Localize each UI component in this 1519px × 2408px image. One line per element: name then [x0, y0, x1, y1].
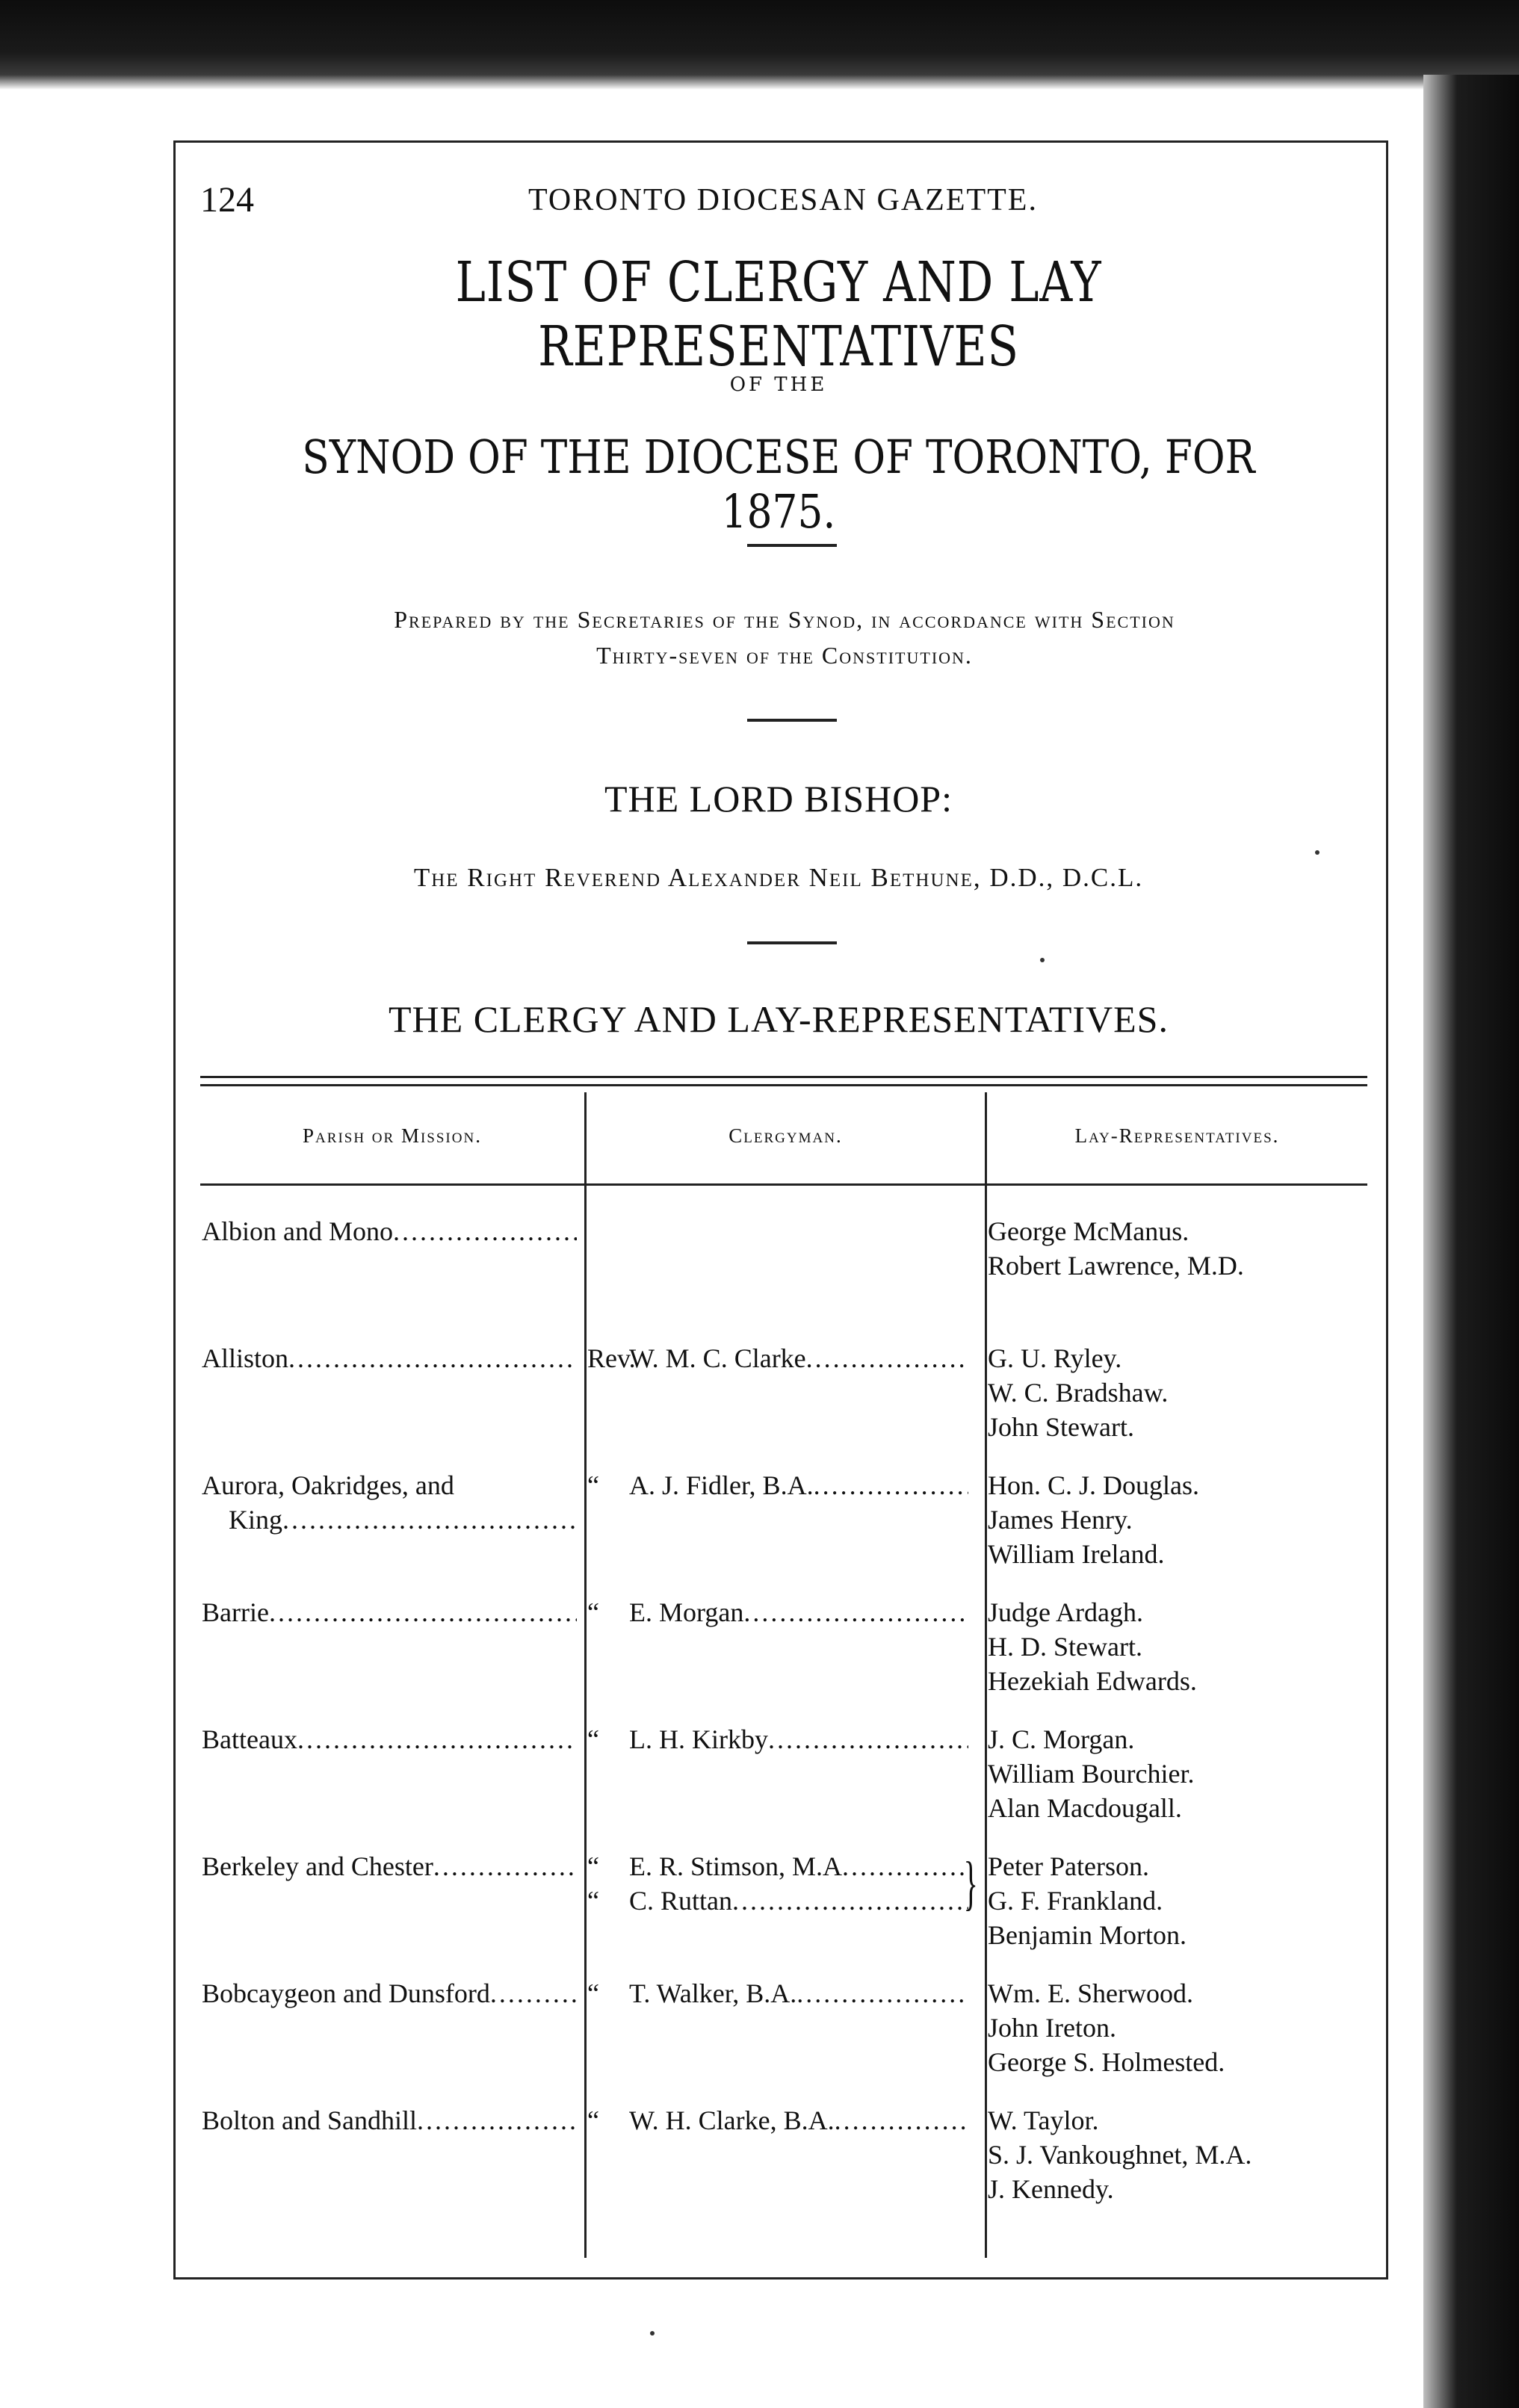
- bishop-heading: THE LORD BISHOP:: [604, 778, 953, 820]
- lay-representative: Judge Ardagh.: [988, 1597, 1143, 1627]
- scan-speck: [650, 2331, 655, 2336]
- clergy-name: E. Morgan: [629, 1597, 744, 1627]
- dot-leader: [806, 1341, 968, 1375]
- parish-line: [202, 1468, 577, 1502]
- clergy-prefix: “: [587, 2105, 599, 2135]
- lay-cell: [988, 1214, 1376, 1283]
- lay-cell: [988, 1976, 1376, 2079]
- dot-leader: [835, 2103, 968, 2138]
- parish-name: King: [229, 1505, 282, 1535]
- lay-cell: [988, 1722, 1376, 1825]
- page-number: 124: [200, 180, 254, 220]
- parish-line: [202, 1849, 577, 1884]
- parish-cell: [202, 1849, 577, 1884]
- clergy-prefix: “: [587, 1851, 599, 1881]
- lay-representative: John Ireton.: [988, 2013, 1116, 2043]
- dot-leader: [743, 1595, 968, 1629]
- lay-representative: H. D. Stewart.: [988, 1632, 1142, 1662]
- prepared-note-line: Thirty-seven of the Constitution.: [596, 642, 973, 669]
- dot-leader: [490, 1976, 577, 2011]
- bishop-name: The Right Reverend Alexander Neil Bethune, D.D., D.C.L.: [413, 863, 1144, 892]
- parish-cell: [202, 1722, 577, 1757]
- lay-representative: G. F. Frankland.: [988, 1886, 1163, 1916]
- lay-representative: Wm. E. Sherwood.: [988, 1978, 1193, 2008]
- table-top-rule: [200, 1076, 1367, 1086]
- page-bottom-rule: [173, 2277, 1388, 2279]
- clergy-cell: [587, 1595, 968, 1629]
- clergy-line: [587, 1595, 968, 1629]
- clergy-section-heading: THE CLERGY AND LAY-REPRESENTATIVES.: [389, 998, 1169, 1040]
- scan-top-edge: [0, 0, 1519, 90]
- parish-name: Bobcaygeon and Dunsford: [202, 1978, 490, 2008]
- clergy-cell: [587, 1722, 968, 1757]
- parish-line: [202, 1976, 577, 2011]
- column-divider: [985, 1092, 987, 2258]
- brace-glyph: }: [963, 1851, 978, 1916]
- clergy-line: [587, 1468, 968, 1502]
- dot-leader: [417, 2103, 577, 2138]
- prepared-note: [202, 601, 1367, 673]
- parish-line: [202, 1341, 577, 1375]
- lay-representative: Hezekiah Edwards.: [988, 1666, 1197, 1696]
- dot-leader: [282, 1502, 577, 1537]
- lay-representative: John Stewart.: [988, 1412, 1134, 1442]
- lay-representative: W. C. Bradshaw.: [988, 1378, 1169, 1408]
- parish-cell: [202, 1341, 577, 1375]
- lay-representative: Robert Lawrence, M.D.: [988, 1251, 1244, 1281]
- lay-representative: Benjamin Morton.: [988, 1920, 1187, 1950]
- parish-name: Aurora, Oakridges, and: [202, 1470, 454, 1500]
- lay-cell: [988, 1849, 1376, 1952]
- lay-cell: [988, 2103, 1376, 2206]
- lay-representative: J. Kennedy.: [988, 2174, 1114, 2204]
- column-header-clergyman: Clergyman.: [728, 1124, 843, 1147]
- parish-name: Alliston: [202, 1343, 289, 1373]
- dot-leader: [732, 1884, 968, 1918]
- dot-leader: [297, 1722, 577, 1757]
- dot-leader: [433, 1849, 577, 1884]
- separator-dash: [747, 719, 837, 722]
- parish-line: [202, 1722, 577, 1757]
- lay-cell: [988, 1595, 1376, 1698]
- clergy-name: W. H. Clarke, B.A.: [629, 2105, 835, 2135]
- parish-cell: [202, 1976, 577, 2011]
- clergy-name: E. R. Stimson, M.A: [629, 1851, 843, 1881]
- clergy-name: C. Ruttan: [629, 1886, 733, 1916]
- column-divider: [584, 1092, 587, 2258]
- parish-cell: [202, 1214, 577, 1248]
- clergy-cell: [587, 1849, 968, 1918]
- lay-representative: George McManus.: [988, 1216, 1189, 1246]
- separator-dash: [747, 941, 837, 944]
- clergy-name: A. J. Fidler, B.A.: [629, 1470, 814, 1500]
- title-connector: OF THE: [729, 374, 828, 396]
- lay-representative: Peter Paterson.: [988, 1851, 1149, 1881]
- clergy-line: [587, 1849, 968, 1884]
- document-subtitle: SYNOD OF THE DIOCESE OF TORONTO, FOR 1875.: [302, 430, 1255, 539]
- lay-representative: Hon. C. J. Douglas.: [988, 1470, 1200, 1500]
- clergy-name: W. M. C. Clarke: [629, 1343, 806, 1373]
- clergy-cell: [587, 1341, 968, 1375]
- lay-representative: S. J. Vankoughnet, M.A.: [988, 2140, 1252, 2170]
- lay-representative: George S. Holmested.: [988, 2047, 1225, 2077]
- dot-leader: [768, 1722, 968, 1757]
- dot-leader: [269, 1595, 577, 1629]
- dot-leader: [814, 1468, 968, 1502]
- scan-speck: [1040, 958, 1045, 962]
- table-header-rule: [200, 1183, 1367, 1186]
- scan-right-edge: [1423, 75, 1519, 2408]
- parish-cell: [202, 2103, 577, 2138]
- clergy-prefix: “: [587, 1470, 599, 1500]
- clergy-prefix: “: [587, 1978, 599, 2008]
- parish-name: Bolton and Sandhill: [202, 2105, 417, 2135]
- clergy-prefix: Rev.: [587, 1343, 636, 1373]
- parish-name: Berkeley and Chester: [202, 1851, 433, 1881]
- lay-representative: William Bourchier.: [988, 1759, 1195, 1789]
- dot-leader: [842, 1849, 968, 1884]
- clergy-line: [587, 1722, 968, 1757]
- parish-line: [202, 1214, 577, 1248]
- column-header-lay: Lay-Representatives.: [1074, 1124, 1280, 1147]
- clergy-cell: [587, 1976, 968, 2011]
- clergy-prefix: “: [587, 1724, 599, 1754]
- clergy-cell: [587, 2103, 968, 2138]
- lay-representative: W. Taylor.: [988, 2105, 1099, 2135]
- lay-representative: G. U. Ryley.: [988, 1343, 1122, 1373]
- lay-representative: Alan Macdougall.: [988, 1793, 1182, 1823]
- page-header: [200, 179, 1366, 232]
- separator-dash: [747, 544, 837, 547]
- lay-representative: J. C. Morgan.: [988, 1724, 1135, 1754]
- parish-name: Batteaux: [202, 1724, 297, 1754]
- clergy-cell: [587, 1468, 968, 1502]
- clergy-name: L. H. Kirkby: [629, 1724, 768, 1754]
- clergy-name: T. Walker, B.A.: [629, 1978, 797, 2008]
- column-header-parish: Parish or Mission.: [303, 1124, 482, 1147]
- clergy-prefix: “: [587, 1886, 599, 1916]
- lay-cell: [988, 1468, 1376, 1571]
- clergy-line: [587, 2103, 968, 2138]
- lay-representative: James Henry.: [988, 1505, 1133, 1535]
- parish-cell: [202, 1595, 577, 1629]
- clergy-line: [587, 1884, 968, 1918]
- scan-speck: [1315, 850, 1320, 855]
- parish-name: Albion and Mono: [202, 1216, 393, 1246]
- parish-line: [202, 1595, 577, 1629]
- lay-cell: [988, 1341, 1376, 1444]
- dot-leader: [393, 1214, 577, 1248]
- parish-line: [202, 1502, 577, 1537]
- lay-representative: William Ireland.: [988, 1539, 1165, 1569]
- clergy-prefix: “: [587, 1597, 599, 1627]
- running-title: TORONTO DIOCESAN GAZETTE.: [528, 183, 1038, 217]
- parish-name: Barrie: [202, 1597, 269, 1627]
- parish-cell: [202, 1468, 577, 1537]
- clergy-line: [587, 1976, 968, 2011]
- prepared-note-line: Prepared by the Secretaries of the Synod, in accordance with Section: [394, 606, 1175, 633]
- dot-leader: [796, 1976, 968, 2011]
- document-title: LIST OF CLERGY AND LAY REPRESENTATIVES: [455, 250, 1102, 379]
- dot-leader: [288, 1341, 577, 1375]
- clergy-line: [587, 1341, 968, 1375]
- parish-line: [202, 2103, 577, 2138]
